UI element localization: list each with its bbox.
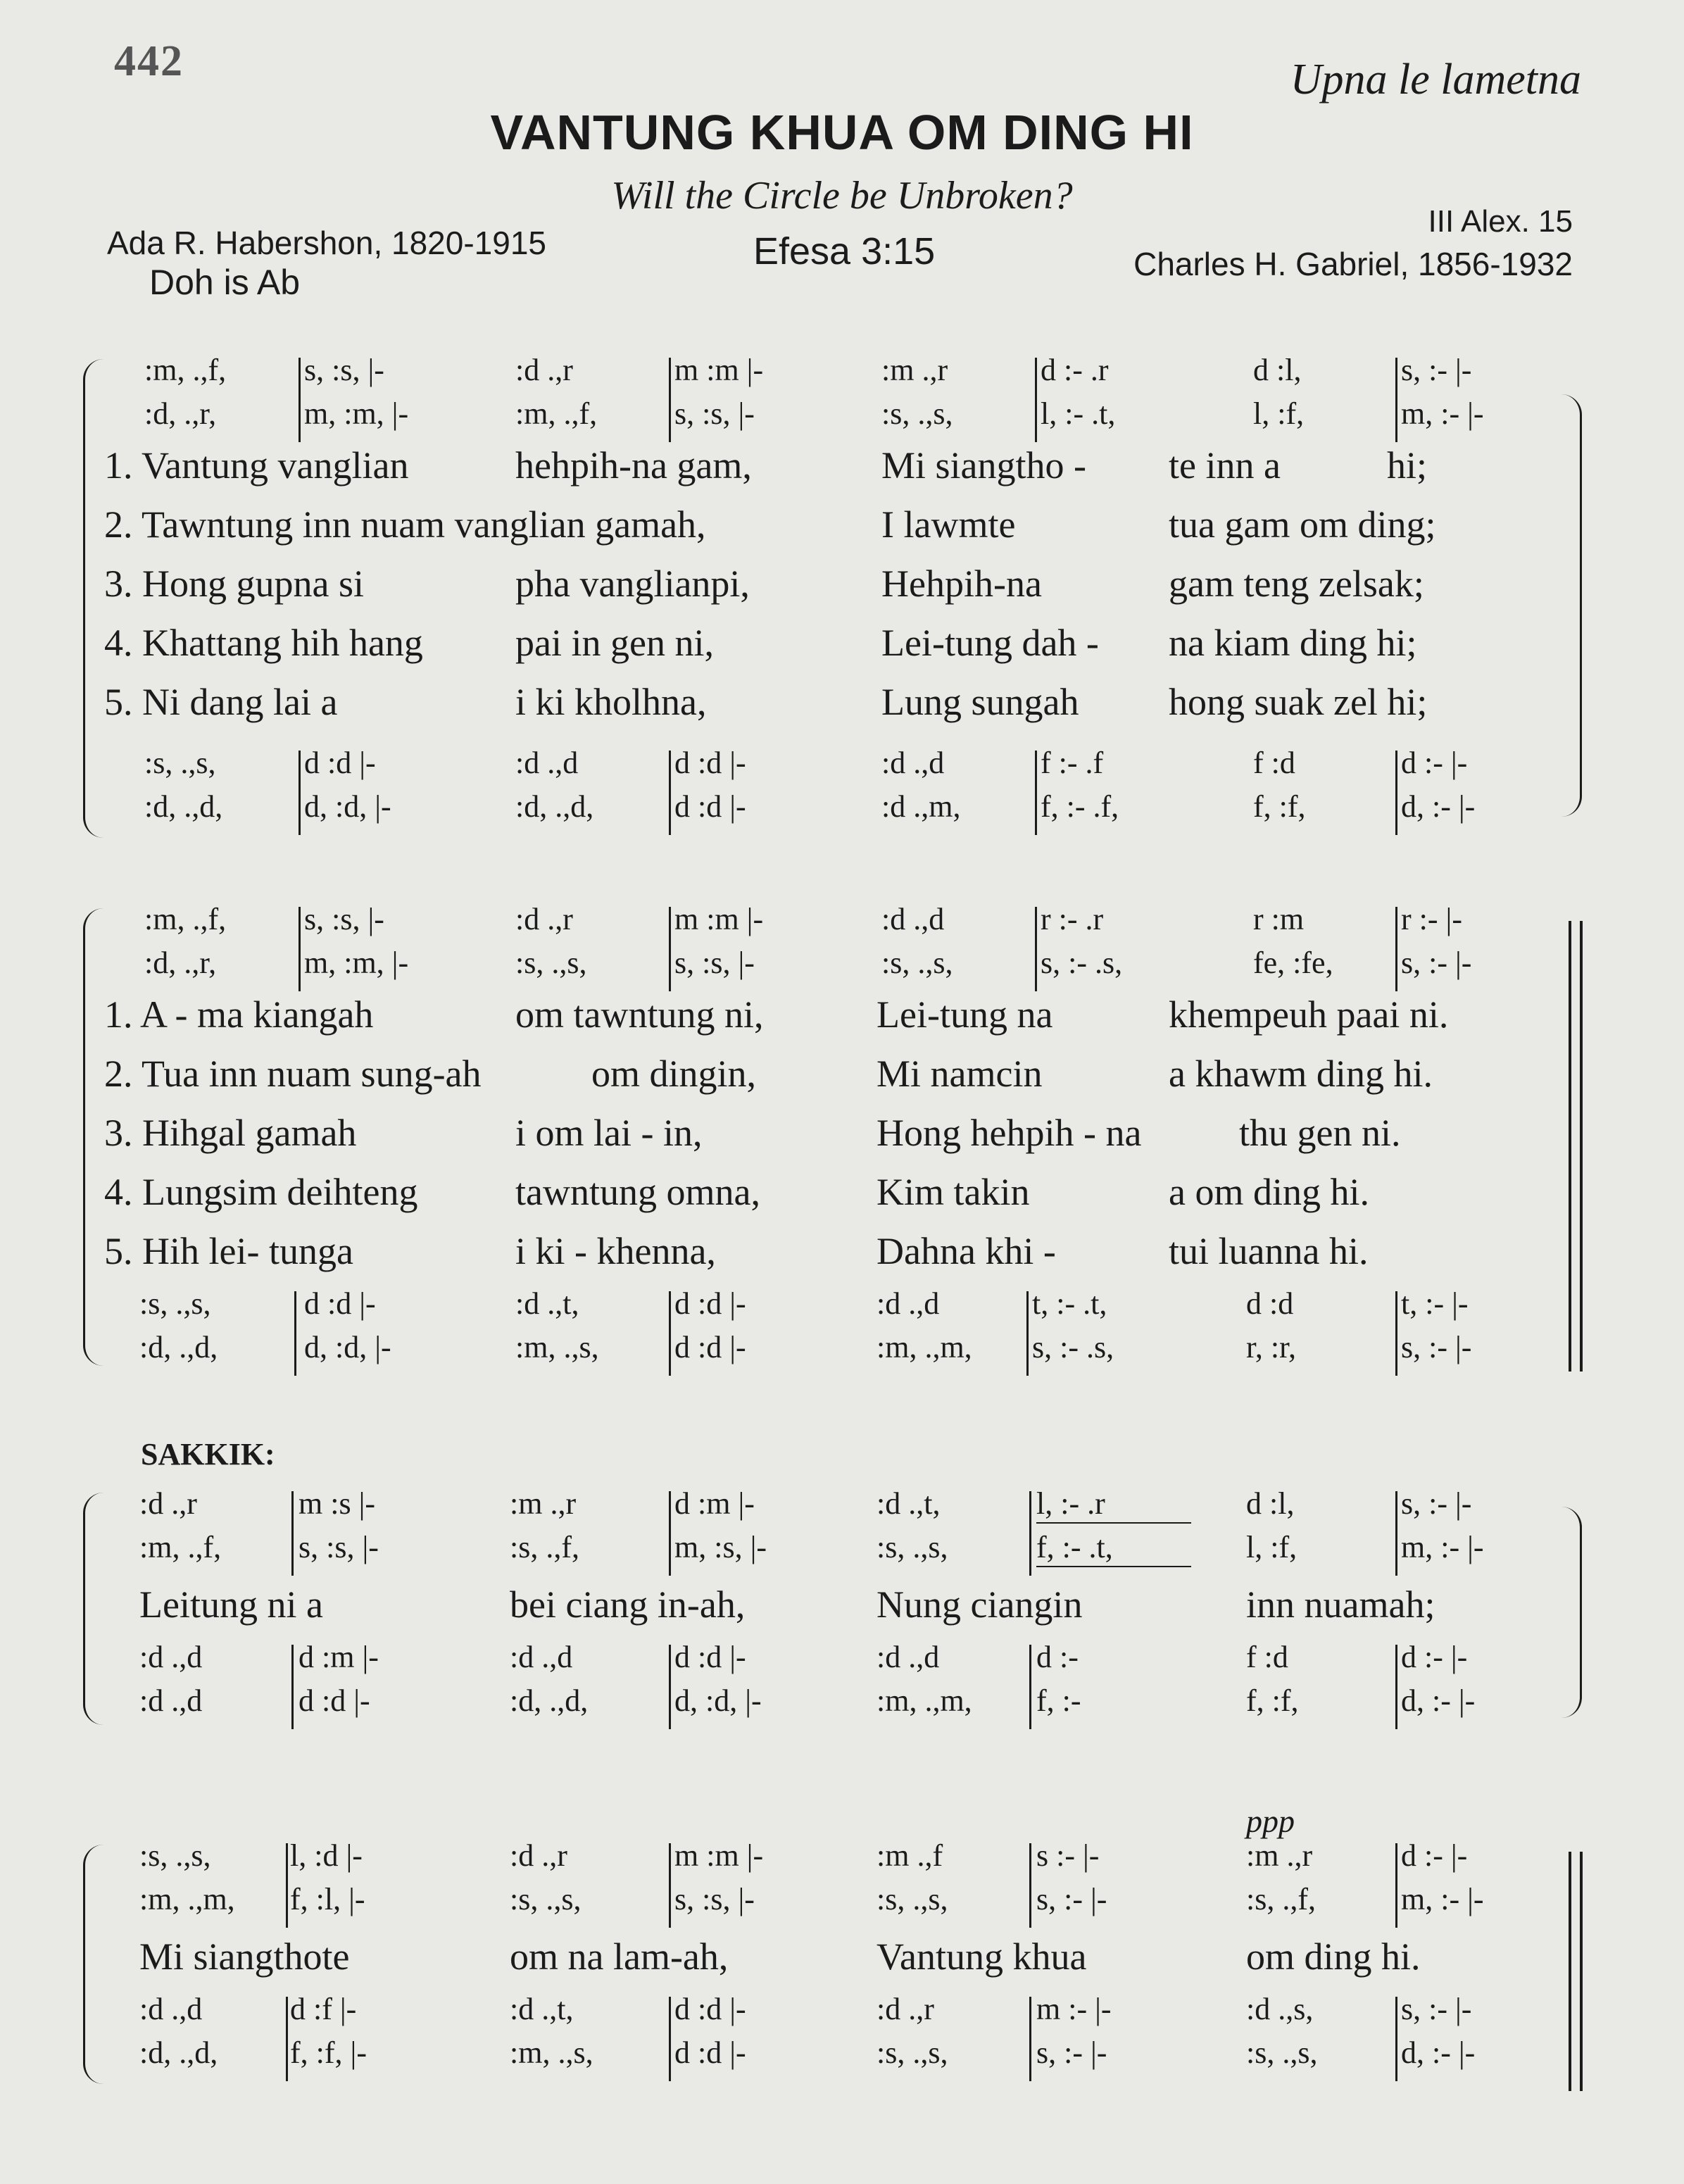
solfa-cell: :m .,f (876, 1838, 943, 1873)
bar-line (299, 907, 301, 991)
solfa-cell: m, :- |- (1401, 396, 1484, 431)
bass-row (0, 789, 1684, 831)
bar-line (669, 907, 671, 991)
solfa-cell: :d .,d (881, 902, 945, 936)
lyric: i ki - khenna, (515, 1230, 716, 1272)
lyric: Lung sungah (881, 681, 1079, 723)
bar-line (1395, 751, 1397, 835)
solfa-cell: s, :s, |- (304, 353, 384, 387)
solfa-cell: d :d |- (674, 2035, 746, 2070)
solfa-cell: :m, .,f, (144, 902, 227, 936)
solfa-cell: :m, .,m, (139, 1882, 235, 1916)
solfa-cell: d :- (1036, 1640, 1079, 1674)
solfa-cell: s, :- .s, (1032, 1330, 1114, 1364)
scripture-reference: Efesa 3:15 (753, 230, 936, 272)
solfa-cell: r :m (1253, 902, 1305, 936)
lyric: Vantung khua (876, 1935, 1087, 1978)
bar-line (1395, 907, 1397, 991)
solfa-cell: :d .,t, (876, 1486, 941, 1521)
lyric: 2. Tawntung inn nuam vanglian gamah, (104, 503, 706, 546)
verse-line (0, 1111, 1684, 1153)
solfa-cell: s, :s, |- (304, 902, 384, 936)
solfa-cell: :m, .,f, (139, 1530, 222, 1564)
lyric: 3. Hong gupna si (104, 563, 364, 605)
key-signature: Doh is Ab (149, 263, 301, 302)
solfa-cell: :d, .,d, (139, 1330, 218, 1364)
solfa-cell: f :- .f (1041, 746, 1104, 780)
solfa-cell: r :- .r (1041, 902, 1104, 936)
solfa-cell: d :d |- (674, 1286, 746, 1321)
solfa-cell: d, :- |- (1401, 1683, 1476, 1718)
lyric: khempeuh paai ni. (1169, 993, 1449, 1036)
lyric: I lawmte (881, 503, 1016, 546)
lyric: Mi siangthote (139, 1935, 350, 1978)
lyric: te inn a (1169, 444, 1281, 487)
solfa-cell: f, :f, (1246, 1683, 1299, 1718)
solfa-cell: :m .,r (510, 1486, 577, 1521)
lyric: pha vanglianpi, (515, 563, 750, 605)
bar-line (299, 358, 301, 442)
lyric: 1. Vantung vanglian (104, 444, 409, 487)
bar-line (299, 751, 301, 835)
solfa-cell: s, :- |- (1401, 353, 1472, 387)
verse-line (0, 1052, 1684, 1094)
bar-line (669, 1843, 671, 1928)
solfa-cell: m :s |- (299, 1486, 376, 1521)
tenor-row (0, 1991, 1684, 2033)
solfa-cell: d :m |- (674, 1486, 755, 1521)
lyric: Leitung ni a (139, 1583, 323, 1626)
solfa-cell: :d .,m, (881, 789, 961, 824)
solfa-cell: :s, .,s, (876, 1882, 948, 1916)
verse-line (0, 993, 1684, 1035)
alto-row (0, 1881, 1684, 1923)
solfa-cell: :d .,d (515, 746, 579, 780)
tenor-row (0, 1286, 1684, 1328)
solfa-cell: :m, .,s, (515, 1330, 599, 1364)
lyric: Lei-tung na (876, 993, 1053, 1036)
lyric: a om ding hi. (1169, 1171, 1369, 1213)
bar-line (1395, 358, 1397, 442)
hymn-category: Upna le lametna (1290, 56, 1581, 103)
solfa-cell: d :d |- (674, 1330, 746, 1364)
tune-name: III Alex. 15 (1428, 204, 1573, 239)
solfa-cell: d, :d, |- (304, 1330, 391, 1364)
solfa-cell: f, :f, |- (290, 2035, 367, 2070)
lyric-line (0, 1583, 1684, 1625)
bar-line (291, 1645, 294, 1729)
solfa-cell: s, :- |- (1401, 1992, 1472, 2026)
solfa-cell: m, :s, |- (674, 1530, 767, 1564)
bar-line (669, 1645, 671, 1729)
solfa-cell: d :d |- (304, 746, 376, 780)
slur-underline (1036, 1522, 1191, 1524)
bar-line (669, 751, 671, 835)
bar-line (1395, 1645, 1397, 1729)
solfa-cell: :d, .,r, (144, 946, 217, 980)
bar-line (1395, 1491, 1397, 1576)
bar-line (1029, 1843, 1031, 1928)
lyric: Mi siangtho - (881, 444, 1086, 487)
verse-line (0, 444, 1684, 486)
solfa-cell: d :d |- (299, 1683, 370, 1718)
bar-line (1395, 1291, 1397, 1376)
music-system-2 (0, 901, 1684, 1380)
verse-line (0, 1170, 1684, 1212)
solfa-cell: l, :f, (1246, 1530, 1297, 1564)
music-system-3 (0, 1486, 1684, 1746)
lyric: thu gen ni. (1239, 1112, 1401, 1154)
solfa-cell: d :- |- (1401, 1640, 1468, 1674)
solfa-cell: r, :r, (1246, 1330, 1297, 1364)
solfa-cell: :d .,d (139, 1683, 203, 1718)
bar-line (286, 1997, 288, 2081)
solfa-cell: :s, .,f, (1246, 1882, 1316, 1916)
solfa-cell: :d .,d (881, 746, 945, 780)
lyric: tui luanna hi. (1169, 1230, 1369, 1272)
solfa-cell: l, :- .r (1036, 1486, 1105, 1521)
solfa-cell: :d .,d (139, 1992, 203, 2026)
alto-row (0, 1529, 1684, 1571)
solfa-cell: :d .,t, (515, 1286, 579, 1321)
solfa-cell: l, :f, (1253, 396, 1305, 431)
solfa-cell: r :- |- (1401, 902, 1462, 936)
bass-row (0, 1329, 1684, 1372)
soprano-row (0, 1486, 1684, 1528)
music-system-4 (0, 1803, 1684, 2098)
lyric: Dahna khi - (876, 1230, 1056, 1272)
bar-line (1029, 1491, 1031, 1576)
bar-line (286, 1843, 288, 1928)
solfa-cell: f, :- (1036, 1683, 1081, 1718)
author: Ada R. Habershon, 1820-1915 (107, 225, 546, 261)
lyric: i om lai - in, (515, 1112, 703, 1154)
solfa-cell: :s, .,s, (139, 1838, 211, 1873)
solfa-cell: t, :- .t, (1032, 1286, 1107, 1321)
bar-line (1026, 1291, 1029, 1376)
solfa-cell: :m .,r (1246, 1838, 1313, 1873)
lyric: Lei-tung dah - (881, 622, 1099, 664)
solfa-cell: s, :- |- (1401, 946, 1472, 980)
solfa-cell: f, :- .t, (1036, 1530, 1113, 1564)
bar-line (669, 1291, 671, 1376)
lyric: 5. Hih lei- tunga (104, 1230, 353, 1272)
lyric: inn nuamah; (1246, 1583, 1435, 1626)
solfa-cell: d :d (1246, 1286, 1294, 1321)
solfa-cell: :s, .,f, (510, 1530, 579, 1564)
solfa-cell: d :d |- (304, 1286, 376, 1321)
solfa-cell: :m, .,f, (515, 396, 598, 431)
solfa-cell: s, :- |- (1401, 1486, 1472, 1521)
solfa-cell: :m .,r (881, 353, 948, 387)
solfa-cell: :s, .,s, (144, 746, 216, 780)
chorus-label: SAKKIK: (141, 1437, 275, 1471)
solfa-cell: :d .,d (876, 1286, 940, 1321)
page-number: 442 (114, 37, 184, 85)
lyric-line (0, 1935, 1684, 1977)
bar-line (1395, 1843, 1397, 1928)
solfa-cell: f, :- .f, (1041, 789, 1119, 824)
solfa-cell: :d .,r (876, 1992, 934, 2026)
solfa-cell: :s, .,s, (876, 2035, 948, 2070)
solfa-cell: m, :- |- (1401, 1882, 1484, 1916)
hymn-title: VANTUNG KHUA OM DING HI (490, 105, 1194, 160)
solfa-cell: :d .,s, (1246, 1992, 1314, 2026)
lyric: bei ciang in-ah, (510, 1583, 746, 1626)
solfa-cell: f, :f, (1253, 789, 1306, 824)
solfa-cell: :d .,r (515, 902, 573, 936)
solfa-cell: :s, .,s, (515, 946, 587, 980)
solfa-cell: d :- .r (1041, 353, 1109, 387)
solfa-cell: :d .,d (876, 1640, 940, 1674)
lyric: Hehpih-na (881, 563, 1042, 605)
bar-line (669, 1997, 671, 2081)
tenor-row (0, 745, 1684, 787)
lyric: hi; (1387, 444, 1428, 487)
lyric: a khawm ding hi. (1169, 1053, 1433, 1095)
solfa-cell: f :d (1246, 1640, 1288, 1674)
solfa-cell: :d, .,d, (139, 2035, 218, 2070)
solfa-cell: s, :- |- (1401, 1330, 1472, 1364)
solfa-cell: d :d |- (674, 789, 746, 824)
lyric: gam teng zelsak; (1169, 563, 1424, 605)
solfa-cell: m :m |- (674, 1838, 764, 1873)
lyric: 2. Tua inn nuam sung-ah (104, 1053, 482, 1095)
lyric: tua gam om ding; (1169, 503, 1436, 546)
lyric: 4. Lungsim deihteng (104, 1171, 418, 1213)
solfa-cell: :d .,r (510, 1838, 567, 1873)
solfa-cell: s, :s, |- (299, 1530, 379, 1564)
lyric: 3. Hihgal gamah (104, 1112, 357, 1154)
solfa-cell: d :f |- (290, 1992, 357, 2026)
bar-line (1395, 1997, 1397, 2081)
lyric: pai in gen ni, (515, 622, 714, 664)
solfa-cell: m :m |- (674, 902, 764, 936)
tenor-row (0, 1639, 1684, 1681)
bar-line (669, 358, 671, 442)
solfa-cell: s, :s, |- (674, 396, 755, 431)
solfa-cell: d :- |- (1401, 1838, 1468, 1873)
hymn-subtitle: Will the Circle be Unbroken? (611, 174, 1073, 218)
solfa-cell: :d .,r (515, 353, 573, 387)
solfa-cell: m :m |- (674, 353, 764, 387)
bar-line (669, 1491, 671, 1576)
lyric: om tawntung ni, (515, 993, 764, 1036)
solfa-cell: t, :- |- (1401, 1286, 1469, 1321)
verse-line (0, 621, 1684, 663)
bar-line (291, 1491, 294, 1576)
solfa-cell: :m, .,s, (510, 2035, 593, 2070)
verse-line (0, 562, 1684, 604)
lyric: 5. Ni dang lai a (104, 681, 338, 723)
bass-row (0, 1683, 1684, 1725)
solfa-cell: l, :d |- (290, 1838, 363, 1873)
solfa-cell: s, :s, |- (674, 1882, 755, 1916)
solfa-cell: s :- |- (1036, 1838, 1100, 1873)
alto-row (0, 396, 1684, 438)
solfa-cell: d, :- |- (1401, 789, 1476, 824)
bass-row (0, 2035, 1684, 2077)
bar-line (1035, 751, 1037, 835)
solfa-cell: :s, .,s, (881, 946, 953, 980)
solfa-cell: s, :- |- (1036, 1882, 1107, 1916)
lyric: om ding hi. (1246, 1935, 1421, 1978)
solfa-cell: m, :m, |- (304, 396, 409, 431)
solfa-cell: :m, .,m, (876, 1330, 972, 1364)
bar-line (1029, 1997, 1031, 2081)
solfa-cell: d :l, (1253, 353, 1302, 387)
lyric: 4. Khattang hih hang (104, 622, 423, 664)
solfa-cell: d :m |- (299, 1640, 379, 1674)
solfa-cell: :s, .,s, (139, 1286, 211, 1321)
lyric: tawntung omna, (515, 1171, 760, 1213)
solfa-cell: s, :- |- (1036, 2035, 1107, 2070)
solfa-cell: m :- |- (1036, 1992, 1112, 2026)
solfa-cell: m, :- |- (1401, 1530, 1484, 1564)
alto-row (0, 945, 1684, 987)
solfa-cell: :m, .,m, (876, 1683, 972, 1718)
solfa-cell: d, :- |- (1401, 2035, 1476, 2070)
lyric: i ki kholhna, (515, 681, 707, 723)
solfa-cell: d :d |- (674, 1992, 746, 2026)
bar-line (294, 1291, 296, 1376)
music-system-1 (0, 352, 1684, 845)
lyric: om dingin, (591, 1053, 757, 1095)
solfa-cell: f :d (1253, 746, 1295, 780)
verse-line (0, 680, 1684, 722)
solfa-cell: :s, .,s, (881, 396, 953, 431)
solfa-cell: d :- |- (1401, 746, 1468, 780)
slur-underline (1036, 1566, 1191, 1567)
solfa-cell: f, :l, |- (290, 1882, 365, 1916)
solfa-cell: :s, .,s, (876, 1530, 948, 1564)
solfa-cell: d, :d, |- (304, 789, 391, 824)
verse-line (0, 1229, 1684, 1272)
bar-line (1035, 358, 1037, 442)
bar-line (1029, 1645, 1031, 1729)
lyric: hong suak zel hi; (1169, 681, 1428, 723)
solfa-cell: :d .,d (139, 1640, 203, 1674)
verse-line (0, 503, 1684, 545)
solfa-cell: m, :m, |- (304, 946, 409, 980)
lyric: om na lam-ah, (510, 1935, 729, 1978)
solfa-cell: :m, .,f, (144, 353, 227, 387)
solfa-cell: d :l, (1246, 1486, 1295, 1521)
solfa-cell: :d .,d (510, 1640, 573, 1674)
solfa-cell: :d, .,r, (144, 396, 217, 431)
solfa-cell: d :d |- (674, 1640, 746, 1674)
lyric: 1. A - ma kiangah (104, 993, 374, 1036)
soprano-row (0, 901, 1684, 943)
bar-line (1035, 907, 1037, 991)
lyric: hehpih-na gam, (515, 444, 752, 487)
solfa-cell: fe, :fe, (1253, 946, 1333, 980)
dynamic-marking: ppp (1246, 1803, 1295, 1839)
lyric: Mi namcin (876, 1053, 1043, 1095)
solfa-cell: :d, .,d, (510, 1683, 589, 1718)
solfa-cell: :d, .,d, (515, 789, 594, 824)
solfa-cell: :d .,r (139, 1486, 197, 1521)
lyric: Nung ciangin (876, 1583, 1083, 1626)
solfa-cell: s, :- .s, (1041, 946, 1123, 980)
solfa-cell: :s, .,s, (1246, 2035, 1318, 2070)
solfa-cell: d, :d, |- (674, 1683, 762, 1718)
soprano-row (0, 1838, 1684, 1880)
composer: Charles H. Gabriel, 1856-1932 (1133, 246, 1573, 282)
solfa-cell: :s, .,s, (510, 1882, 582, 1916)
soprano-row (0, 352, 1684, 394)
lyric: Hong hehpih - na (876, 1112, 1142, 1154)
solfa-cell: :d .,t, (510, 1992, 574, 2026)
solfa-cell: l, :- .t, (1041, 396, 1116, 431)
lyric: na kiam ding hi; (1169, 622, 1417, 664)
lyric: Kim takin (876, 1171, 1030, 1213)
solfa-cell: s, :s, |- (674, 946, 755, 980)
solfa-cell: :d, .,d, (144, 789, 223, 824)
solfa-cell: d :d |- (674, 746, 746, 780)
